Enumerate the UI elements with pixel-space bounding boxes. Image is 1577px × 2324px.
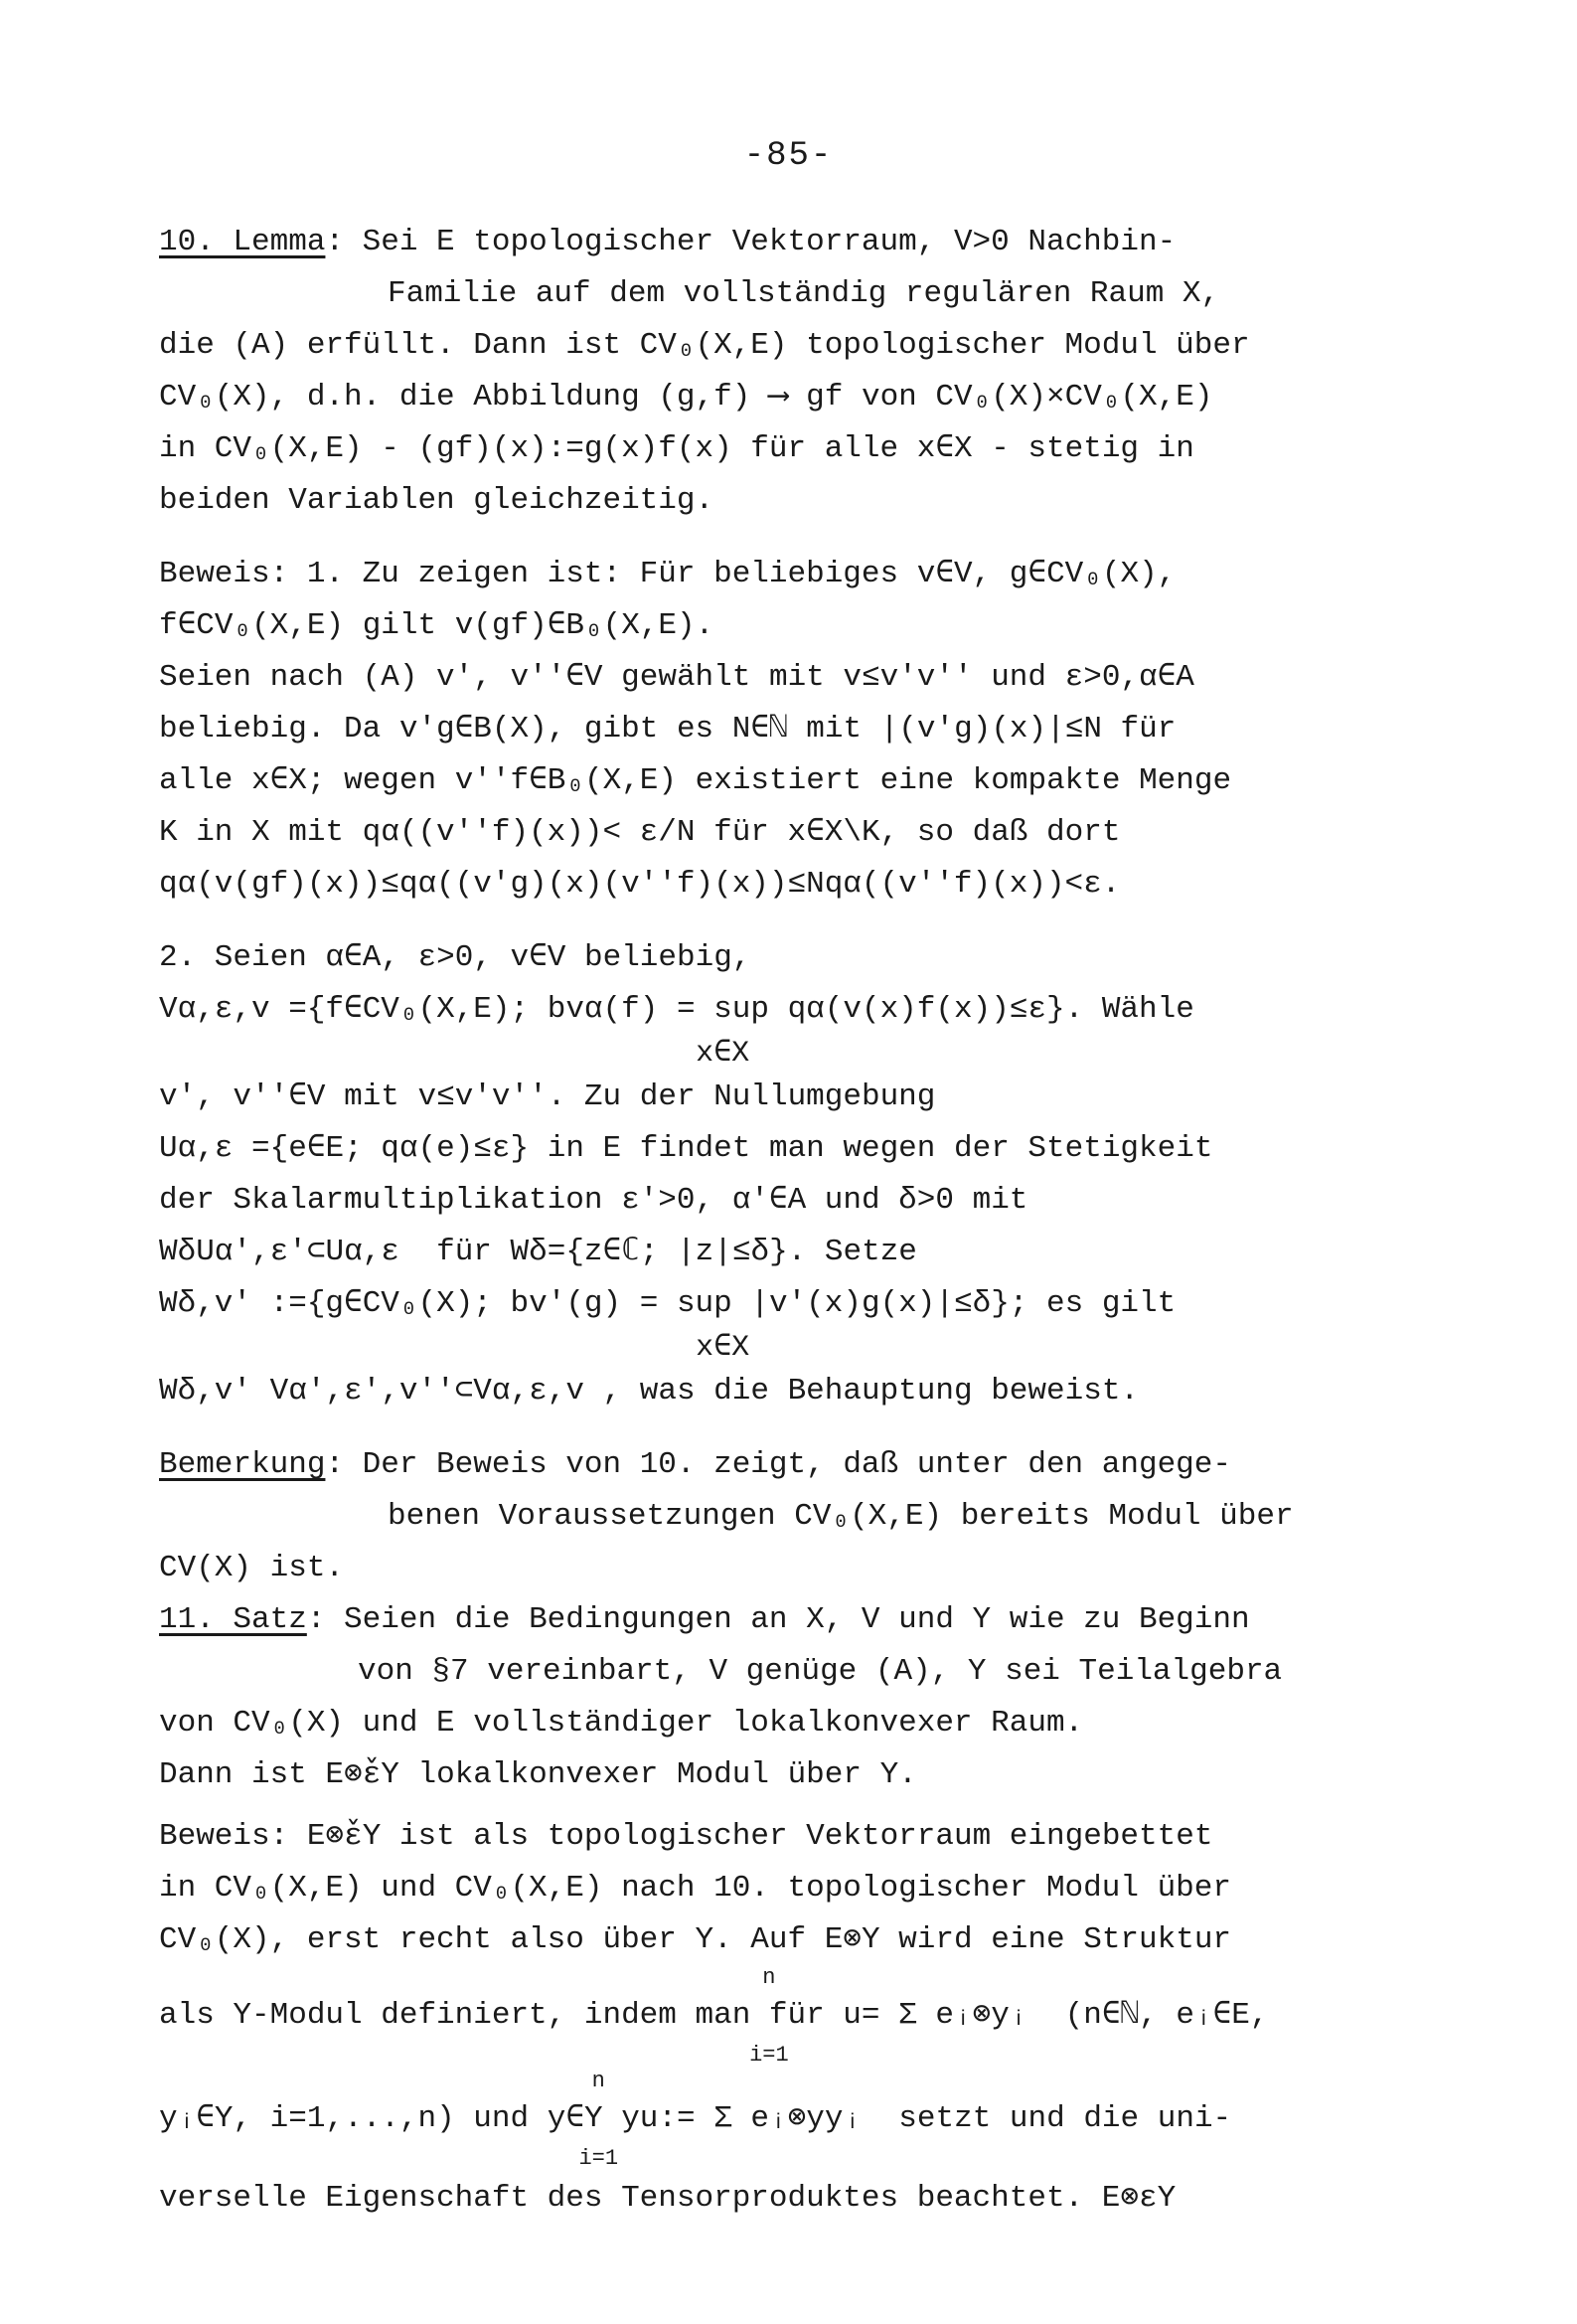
proof-satz-11	[159, 1811, 1421, 2225]
proof2-line-2: Vα,ε,v ={f∈CV₀(X,E); bvα(f) = sup qα(v(x)f(x))≤ε}. Wähle	[159, 992, 1194, 1027]
satz-line-4: Dann ist E⊗̌εY lokalkonvexer Modul über Y.	[159, 1757, 917, 1792]
remark-heading: Bemerkung	[159, 1447, 326, 1482]
lemma-line-4: CV₀(X), d.h. die Abbildung (g,f) ⟶ gf von CV₀(X)×CV₀(X,E)	[159, 380, 1213, 415]
satz-11	[159, 1594, 1421, 1801]
lemma-heading: 10. Lemma	[159, 225, 326, 259]
proof2-sup-subscript-1: x∈X	[159, 1037, 750, 1071]
proof1-line-4: beliebig. Da v'g∈B(X), gibt es N∈ℕ mit |(v'g)(x)|≤N für	[159, 712, 1177, 747]
proof3-line-4: als Y-Modul definiert, indem man für u= Σ eᵢ⊗yᵢ (n∈ℕ, eᵢ∈E,	[159, 1998, 1269, 2033]
proof2-line-7: Wδ,v' :={g∈CV₀(X); bv'(g) = sup |v'(x)g(x)|≤δ}; es gilt	[159, 1286, 1177, 1321]
proof2-line-4: Uα,ε ={e∈E; qα(e)≤ε} in E findet man wegen der Stetigkeit	[159, 1131, 1213, 1166]
lemma-line-6: beiden Variablen gleichzeitig.	[159, 483, 714, 518]
proof3-sum-lower-1: i=1	[159, 2043, 789, 2068]
satz-line-2: von §7 vereinbart, V genüge (A), Y sei Teilalgebra	[358, 1654, 1283, 1689]
proof-part-2	[159, 932, 1421, 1417]
remark-line-2: benen Voraussetzungen CV₀(X,E) bereits Modul über	[388, 1499, 1294, 1534]
proof2-line-3: v', v''∈V mit v≤v'v''. Zu der Nullumgebung	[159, 1079, 936, 1114]
proof3-sum-upper-1: n	[159, 1965, 776, 1990]
proof3-line-3: CV₀(X), erst recht also über Y. Auf E⊗Y wird eine Struktur	[159, 1922, 1232, 1957]
proof3-line-5: yᵢ∈Y, i=1,...,n) und y∈Y yu:= Σ eᵢ⊗yyᵢ setzt und die uni-	[159, 2101, 1232, 2136]
proof2-line-6: WδUα',ε'⊂Uα,ε für Wδ={z∈ℂ; |z|≤δ}. Setze	[159, 1235, 917, 1269]
lemma-line-1: 10. Lemma: Sei E topologischer Vektorraum, V>0 Nachbin-	[159, 225, 1177, 259]
lemma-line-2: Familie auf dem vollständig regulären Raum X,	[388, 276, 1220, 311]
proof1-line-7: qα(v(gf)(x))≤qα((v'g)(x)(v''f)(x))≤Nqα((v''f)(x))<ε.	[159, 867, 1121, 902]
remark	[159, 1439, 1421, 1594]
proof3-line-2: in CV₀(X,E) und CV₀(X,E) nach 10. topologischer Modul über	[159, 1871, 1231, 1906]
proof2-line-5: der Skalarmultiplikation ε'>0, α'∈A und δ>0 mit	[159, 1183, 1028, 1218]
proof1-line-6: K in X mit qα((v''f)(x))< ε/N für x∈X\K, so daß dort	[159, 815, 1121, 850]
page-body	[159, 217, 1421, 2225]
lemma-line-5: in CV₀(X,E) - (gf)(x):=g(x)f(x) für alle x∈X - stetig in	[159, 431, 1194, 466]
proof-part-1	[159, 549, 1421, 911]
lemma-line-3: die (A) erfüllt. Dann ist CV₀(X,E) topologischer Modul über	[159, 328, 1250, 363]
satz-heading: 11. Satz	[159, 1602, 307, 1637]
proof1-line-3: Seien nach (A) v', v''∈V gewählt mit v≤v'v'' und ε>0,α∈A	[159, 660, 1194, 695]
proof1-line-2: f∈CV₀(X,E) gilt v(gf)∈B₀(X,E).	[159, 608, 714, 643]
remark-line-1: Bemerkung: Der Beweis von 10. zeigt, daß unter den angege-	[159, 1447, 1231, 1482]
proof2-sup-subscript-2: x∈X	[159, 1331, 750, 1365]
lemma-10	[159, 217, 1421, 527]
remark-line-3: CV(X) ist.	[159, 1551, 345, 1585]
proof3-sum-upper-2: n	[159, 2069, 605, 2093]
proof1-line-5: alle x∈X; wegen v''f∈B₀(X,E) existiert eine kompakte Menge	[159, 763, 1232, 798]
satz-line-3: von CV₀(X) und E vollständiger lokalkonvexer Raum.	[159, 1706, 1084, 1741]
satz-line-1: 11. Satz: Seien die Bedingungen an X, V und Y wie zu Beginn	[159, 1602, 1250, 1637]
proof3-line-1: Beweis: E⊗̌εY ist als topologischer Vektorraum eingebettet	[159, 1819, 1213, 1854]
proof3-line-6: verselle Eigenschaft des Tensorproduktes beachtet. E⊗εY	[159, 2181, 1177, 2216]
proof3-sum-lower-2: i=1	[159, 2146, 619, 2171]
proof2-line-8: Wδ,v' Vα',ε',v''⊂Vα,ε,v , was die Behauptung beweist.	[159, 1374, 1140, 1409]
page-number: -85-	[743, 137, 834, 175]
proof2-line-1: 2. Seien α∈A, ε>0, v∈V beliebig,	[159, 940, 751, 975]
proof1-line-1: Beweis: 1. Zu zeigen ist: Für beliebiges v∈V, g∈CV₀(X),	[159, 557, 1177, 591]
